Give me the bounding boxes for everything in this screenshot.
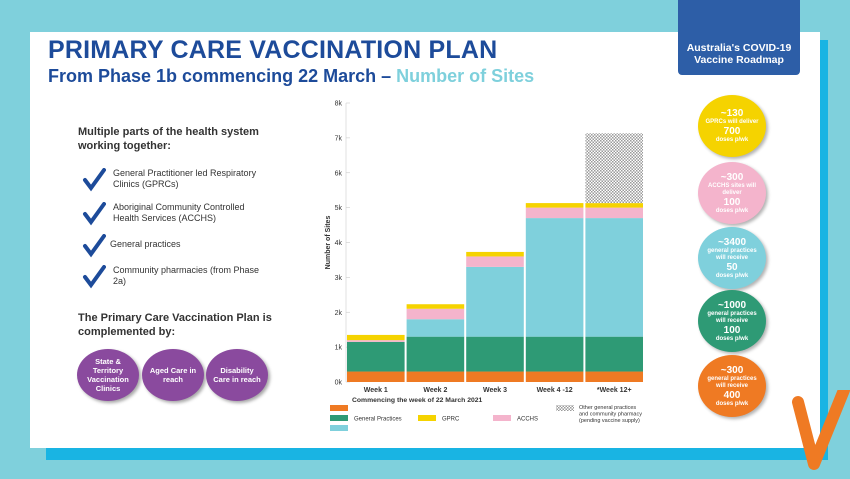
site-circle — [698, 290, 766, 352]
site-circle — [698, 355, 766, 417]
y-tick-label: 5k — [334, 205, 342, 213]
site-circle — [698, 95, 766, 157]
legend-label: Other general practices and community pharmacy (pending vaccine supply) — [579, 405, 642, 424]
circle-doses: 50 — [726, 261, 738, 273]
oval-label: Aged Care in reach — [149, 366, 197, 384]
legend-swatch — [330, 425, 348, 431]
circle-desc: GPRCs will deliver — [705, 119, 759, 125]
bar-segment — [347, 342, 405, 372]
bar-segment — [585, 203, 643, 208]
bar-segment — [407, 304, 465, 309]
x-tick-label: Week 3 — [483, 387, 507, 394]
bar-segment — [347, 340, 405, 342]
brand-check-icon — [790, 390, 850, 479]
x-tick-label: Week 4 -12 — [536, 387, 573, 394]
legend-swatch — [330, 405, 348, 411]
circle-unit: doses p/wk — [715, 207, 749, 214]
roadmap-tab[interactable] — [678, 0, 800, 75]
y-tick-label: 1k — [334, 344, 342, 352]
circle-doses: 700 — [723, 126, 741, 137]
bullet-text: General practices — [110, 239, 181, 249]
oval-state-clinics — [77, 349, 139, 401]
page-subtitle — [48, 66, 534, 87]
legend-swatch — [330, 415, 348, 421]
check-icon — [82, 234, 106, 258]
circle-desc: general practices will receive — [707, 310, 757, 324]
bar-segment — [585, 218, 643, 337]
circle-unit: doses p/wk — [715, 400, 749, 407]
bar-segment — [585, 337, 643, 372]
circle-desc: general practices will receive — [707, 247, 757, 261]
x-axis-label: Commencing the week of 22 March 2021 — [352, 397, 483, 404]
subtitle-highlight: Number of Sites — [396, 66, 535, 86]
x-tick-label: Week 2 — [423, 387, 448, 394]
circle-doses: 400 — [723, 389, 741, 401]
bar-segment — [526, 372, 584, 382]
bar-segment — [407, 319, 465, 336]
y-tick-label: 6k — [334, 170, 342, 178]
y-axis-label: Number of Sites — [325, 215, 332, 270]
oval-label: Disability Care in reach — [213, 366, 261, 384]
legend-label: ACCHS — [517, 416, 539, 423]
circle-unit: doses p/wk — [715, 272, 749, 279]
bar-segment — [526, 337, 584, 372]
bullet-text: Aboriginal Community Controlled Health Services (ACCHS) — [113, 202, 245, 223]
y-tick-label: 2k — [334, 309, 342, 317]
circle-unit: doses p/wk — [715, 137, 749, 143]
x-tick-label: Week 1 — [363, 387, 388, 394]
bar-segment — [526, 218, 584, 337]
circle-unit: doses p/wk — [715, 335, 749, 342]
circle-count: ~1000 — [717, 299, 747, 311]
circle-desc: ACCHS sites will deliver — [707, 182, 756, 196]
circle-count: ~300 — [720, 364, 744, 376]
circle-count: ~300 — [720, 171, 744, 183]
bullet-text: Community pharmacies (from Phase 2a) — [113, 265, 260, 286]
y-tick-label: 0k — [334, 379, 342, 387]
bar-segment — [526, 203, 584, 208]
subtitle-main: From Phase 1b commencing 22 March – — [48, 66, 392, 86]
bullet-text: General Practitioner led Respiratory Clinics (GPRCs) — [113, 168, 257, 189]
bar-segment — [526, 208, 584, 218]
legend-label: General Practices — [354, 416, 402, 423]
oval-disability-care — [206, 349, 268, 401]
bar-segment — [407, 372, 465, 382]
legend-label: GPRC — [442, 416, 460, 423]
check-icon — [82, 168, 106, 192]
bar-segment — [585, 208, 643, 218]
lead-text: Multiple parts of the health system working together: — [78, 126, 259, 152]
bar-segment — [585, 133, 643, 203]
legend-swatch — [418, 415, 436, 421]
check-icon — [82, 202, 106, 226]
bar-segment — [585, 372, 643, 382]
complemented-text: The Primary Care Vaccination Plan is complemented by: — [78, 312, 272, 338]
bar-segment — [347, 372, 405, 382]
site-circle — [698, 162, 766, 224]
page-title: PRIMARY CARE VACCINATION PLAN — [48, 36, 498, 64]
bar-segment — [466, 252, 524, 257]
circle-count: ~130 — [720, 108, 744, 119]
bar-segment — [466, 372, 524, 382]
circle-count: ~3400 — [717, 236, 747, 248]
circle-desc: general practices will receive — [707, 375, 757, 389]
y-tick-label: 4k — [334, 240, 342, 247]
check-icon — [82, 265, 106, 289]
bar-segment — [347, 335, 405, 340]
bar-segment — [407, 309, 465, 319]
site-circle — [698, 227, 766, 289]
bar-segment — [466, 256, 524, 266]
y-tick-label: 3k — [334, 274, 342, 282]
oval-label: State & Territory Vaccination Clinics — [87, 357, 129, 393]
roadmap-line1: Australia's COVID-19 — [686, 42, 792, 54]
bar-segment — [466, 337, 524, 372]
circle-doses: 100 — [723, 196, 741, 208]
bar-segment — [407, 337, 465, 372]
roadmap-line2: Vaccine Roadmap — [694, 54, 784, 66]
oval-aged-care — [142, 349, 204, 401]
legend-swatch — [556, 405, 574, 411]
x-tick-label: *Week 12+ — [596, 387, 632, 394]
circle-doses: 100 — [723, 324, 741, 336]
y-tick-label: 7k — [334, 135, 342, 143]
sites-chart — [318, 95, 658, 440]
legend-swatch — [493, 415, 511, 421]
bar-segment — [466, 267, 524, 337]
y-tick-label: 8k — [334, 100, 342, 108]
